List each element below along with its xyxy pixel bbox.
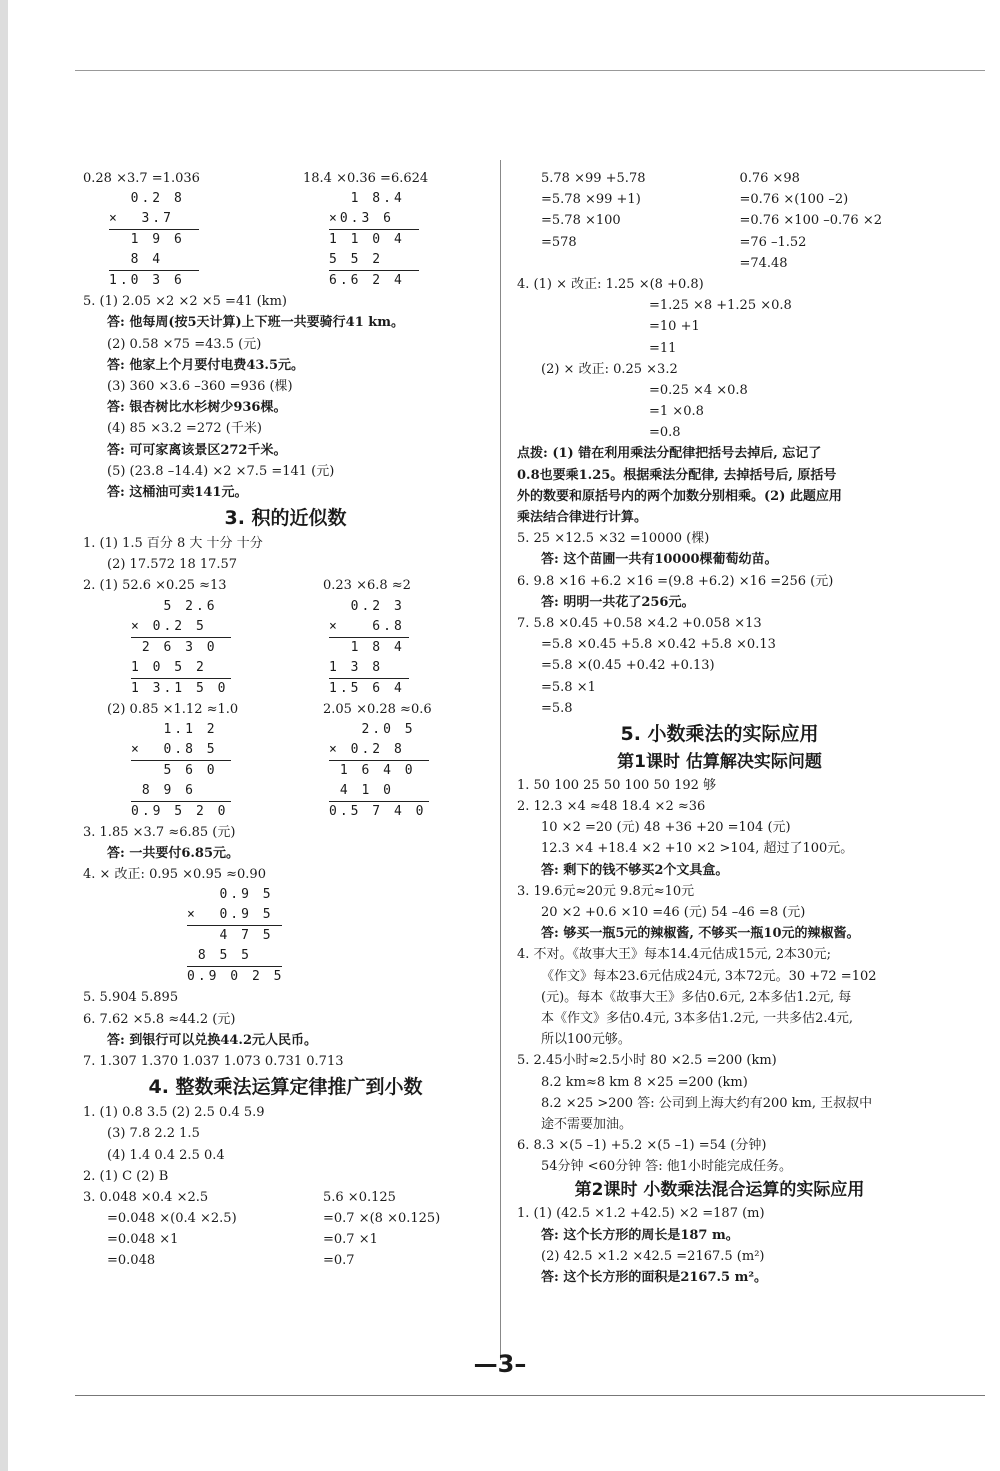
answer-line: 6. 8.3 ×(5 –1) +5.2 ×(5 –1) =54 (分钟)	[517, 1138, 767, 1154]
calc-row: 1 8 4	[329, 639, 405, 655]
step-line: =5.8 ×1	[541, 679, 596, 695]
lesson-heading-2: 第2课时 小数乘法混合运算的实际应用	[574, 1180, 865, 1201]
step-line: =0.048 ×(0.4 ×2.5)	[107, 1211, 237, 1227]
scan-edge	[0, 0, 8, 1471]
answer-line: (4) 85 ×3.2 =272 (千米)	[107, 421, 262, 437]
step-line: =5.8 ×0.45 +5.8 ×0.42 +5.8 ×0.13	[541, 637, 776, 653]
answer-line: (2) 17.572 18 17.57	[107, 557, 238, 573]
step-line: =76 –1.52	[739, 234, 807, 250]
equation: 0.28 ×3.7 =1.036	[83, 171, 200, 186]
top-equations	[83, 168, 488, 189]
calc-row: 1 3.1 5 0	[131, 680, 229, 696]
step-line: =0.76 ×(100 –2)	[739, 192, 849, 208]
answer-line: (元)。每本《故事大王》多估0.6元, 2本多估1.2元, 每	[541, 989, 852, 1005]
answer-line: 1. (1) (42.5 ×1.2 +42.5) ×2 =187 (m)	[517, 1206, 765, 1222]
equation-pair	[83, 699, 488, 720]
answer-line: (2) 0.58 ×75 =43.5 (元)	[107, 336, 262, 352]
lesson-2-answers	[517, 1203, 922, 1288]
step-line: 5.6 ×0.125	[323, 1189, 396, 1205]
answer-line: (3) 360 ×3.6 –360 =936 (棵)	[107, 378, 293, 394]
step-line: =5.8	[541, 700, 573, 716]
answer-line: 7. 1.307 1.370 1.037 1.073 0.731 0.713	[83, 1053, 344, 1069]
calc-row: 0.2 3	[329, 598, 405, 614]
steps-left	[517, 168, 699, 274]
equation: 0.23 ×6.8 ≈2	[323, 578, 411, 594]
step-line: =0.7 ×1	[323, 1232, 378, 1248]
step-line: =578	[541, 234, 577, 250]
answer-line: 5. 2.45小时≈2.5小时 80 ×2.5 =200 (km)	[517, 1053, 777, 1069]
vertical-multiplication	[329, 597, 409, 699]
answer-line: =11	[649, 340, 677, 356]
calc-row: 0.9 5 2 0	[131, 803, 229, 819]
calc-row: 1 0 5 2	[131, 658, 231, 679]
lesson-1-answers	[517, 775, 922, 1178]
calc-row: 8 4	[109, 250, 199, 271]
step-line: 5.78 ×99 +5.78	[541, 171, 646, 186]
top-steps	[517, 168, 922, 274]
step-line: =0.7	[323, 1253, 355, 1269]
tip-line: 0.8也要乘1.25。根据乘法分配律, 去掉括号后, 原括号	[517, 467, 837, 483]
step-line: =0.76 ×100 –0.76 ×2	[739, 213, 882, 229]
bottom-rule	[75, 1395, 985, 1396]
answer-line: 答: 到银行可以兑换44.2元人民币。	[107, 1032, 317, 1048]
calc-row: × 6.8	[329, 617, 409, 638]
vertical-calcs-4	[83, 885, 488, 987]
answer-line: 2. 12.3 ×4 ≈48 18.4 ×2 ≈36	[517, 799, 706, 815]
answer-line: (4) 1.4 0.4 2.5 0.4	[107, 1147, 225, 1163]
calc-row: 0.9 0 2 5	[187, 969, 285, 985]
question-7	[517, 613, 922, 719]
step-line: =5.8 ×(0.45 +0.42 +0.13)	[541, 658, 715, 674]
answer-line: 1. 50 100 25 50 100 50 192 够	[517, 777, 717, 793]
answer-line: 4. 不对。《故事大王》每本14.4元估成15元, 2本30元;	[517, 947, 831, 963]
answer-line: 途不需要加油。	[541, 1116, 633, 1132]
step-line: 7. 5.8 ×0.45 +0.58 ×4.2 +0.058 ×13	[517, 615, 762, 631]
calc-row: 4 1 0	[329, 781, 429, 802]
answer-line: 4. (1) × 改正: 1.25 ×(8 +0.8)	[517, 276, 704, 292]
question-3-steps	[83, 1187, 488, 1272]
calc-row: × 0.8 5	[131, 740, 231, 761]
calc-row: × 0.2 8	[329, 740, 429, 761]
calc-row: 1 6 4 0	[329, 762, 416, 778]
answer-line: 所以100元够。	[541, 1032, 631, 1048]
answer-line: =1 ×0.8	[649, 404, 704, 420]
answer-line: 8.2 km≈8 km 8 ×25 =200 (km)	[541, 1074, 748, 1090]
calc-row: 8 5 5	[187, 946, 282, 967]
answer-line: 答: 明明一共花了256元。	[541, 594, 695, 610]
calc-row: 1 9 6	[109, 232, 185, 248]
calc-row: 1 1 0 4	[329, 232, 405, 248]
calc-row: 1.1 2	[131, 721, 218, 737]
step-line: =74.48	[739, 255, 788, 271]
answer-line: 本《作文》多估0.4元, 3本多估1.2元, 一共多估2.4元,	[541, 1010, 853, 1026]
answer-line: 答: 他家上个月要付电费43.5元。	[107, 357, 304, 373]
calc-row: × 3.7	[109, 209, 199, 230]
answer-line: 答: 一共要付6.85元。	[107, 846, 239, 861]
answer-line: 4. × 改正: 0.95 ×0.95 ≈0.90	[83, 867, 266, 883]
answer-line: =10 +1	[649, 319, 700, 335]
answer-line: 3. 19.6元≈20元 9.8元≈10元	[517, 883, 695, 899]
equation: 2. (1) 52.6 ×0.25 ≈13	[83, 578, 227, 594]
calc-row: 1.5 6 4	[329, 680, 405, 696]
section-heading-4: 4. 整数乘法运算定律推广到小数	[148, 1076, 423, 1099]
answer-line: 8.2 ×25 >200 答: 公司到上海大约有200 km, 王叔叔中	[541, 1095, 873, 1111]
lesson-heading-1: 第1课时 估算解决实际问题	[617, 751, 822, 772]
calc-row: 2 6 3 0	[131, 639, 218, 655]
calc-row: 4 7 5	[187, 928, 274, 944]
answer-line: 答: 银杏树比水杉树少936棵。	[107, 400, 287, 416]
answer-line: 20 ×2 +0.6 ×10 =46 (元) 54 –46 =8 (元)	[541, 905, 806, 920]
answer-line: 答: 这个长方形的面积是2167.5 m²。	[541, 1270, 768, 1285]
column-divider	[500, 160, 501, 1360]
answer-line: (2) 42.5 ×1.2 ×42.5 =2167.5 (m²)	[541, 1248, 765, 1264]
question-4	[517, 274, 922, 444]
answer-line: (3) 7.8 2.2 1.5	[107, 1126, 200, 1142]
section-heading-3: 3. 积的近似数	[224, 507, 347, 530]
step-line: 3. 0.048 ×0.4 ×2.5	[83, 1189, 209, 1205]
vertical-multiplication	[109, 189, 289, 291]
answer-line: 答: 够买一瓶5元的辣椒酱, 不够买一瓶10元的辣椒酱。	[541, 926, 860, 942]
answer-line: 12.3 ×4 +18.4 ×2 +10 ×2 >104, 超过了100元。	[541, 841, 854, 857]
tip-line: 外的数要和原括号内的两个加数分别相乘。(2) 此题应用	[517, 488, 842, 504]
answer-line: 《作文》每本23.6元估成24元, 3本72元。30 +72 =102	[541, 968, 877, 984]
equation-pair	[83, 575, 488, 596]
steps-right	[739, 168, 882, 274]
answer-line: 答: 这个苗圃一共有10000棵葡萄幼苗。	[541, 552, 778, 568]
page-number: —3–	[473, 1350, 527, 1378]
calc-row: 1 3 8	[329, 658, 409, 679]
vertical-multiplication	[329, 189, 419, 291]
answer-line: 2. (1) C (2) B	[83, 1168, 169, 1184]
answer-line: 10 ×2 =20 (元) 48 +36 +20 =104 (元)	[541, 820, 791, 836]
step-line: =5.78 ×99 +1)	[541, 192, 641, 208]
calc-row: × 0.9 5	[187, 905, 282, 926]
equation: (2) 0.85 ×1.12 ≈1.0	[107, 701, 239, 717]
top-rule	[75, 70, 985, 71]
calc-row: 6.6 2 4	[329, 273, 405, 289]
answer-line: 答: 他每周(按5天计算)上下班一共要骑行41 km。	[107, 315, 405, 331]
vertical-multiplication	[131, 720, 289, 822]
step-line: =5.78 ×100	[541, 213, 621, 229]
calc-row: 0.5 7 4 0	[329, 803, 427, 819]
calc-row: 5 2.6	[131, 598, 218, 614]
left-column	[83, 168, 488, 1272]
answer-line: 1. (1) 1.5 百分 8 大 十分 十分	[83, 536, 263, 552]
answer-line: =1.25 ×8 +1.25 ×0.8	[649, 298, 792, 314]
answer-line: 5. 5.904 5.895	[83, 990, 179, 1006]
calc-row: 0.9 5	[187, 887, 274, 903]
steps-left	[83, 1187, 283, 1272]
answer-line: 6. 7.62 ×5.8 ≈44.2 (元)	[83, 1011, 236, 1027]
vertical-multiplication	[187, 885, 488, 987]
tip-line: 乘法结合律进行计算。	[517, 510, 648, 525]
step-line: =0.048 ×1	[107, 1232, 179, 1248]
step-line: =0.7 ×(8 ×0.125)	[323, 1211, 441, 1227]
vertical-multiplication	[329, 720, 429, 822]
answer-line: 54分钟 <60分钟 答: 他1小时能完成任务。	[541, 1159, 793, 1175]
calc-row: ×0.3 6	[329, 209, 419, 230]
answer-line: 答: 可可家离该景区272千米。	[107, 442, 287, 458]
calc-row: 0.2 8	[109, 191, 185, 207]
vertical-calcs-1	[83, 189, 488, 291]
answer-line: 5. (1) 2.05 ×2 ×2 ×5 =41 (km)	[83, 294, 287, 310]
answer-line: =0.8	[649, 425, 681, 441]
answer-line: 1. (1) 0.8 3.5 (2) 2.5 0.4 5.9	[83, 1105, 265, 1121]
steps-right	[323, 1187, 440, 1272]
equation: 2.05 ×0.28 ≈0.6	[323, 701, 432, 717]
answer-line: 3. 1.85 ×3.7 ≈6.85 (元)	[83, 824, 236, 840]
vertical-calcs-3	[83, 720, 488, 822]
tip-line: 点拨: (1) 错在利用乘法分配律把括号去掉后, 忘记了	[517, 446, 822, 462]
calc-row: × 0.2 5	[131, 617, 231, 638]
step-line: =0.048	[107, 1253, 156, 1269]
section-heading-5: 5. 小数乘法的实际应用	[620, 722, 819, 745]
answer-line: =0.25 ×4 ×0.8	[649, 382, 748, 398]
equation: 18.4 ×0.36 =6.624	[303, 171, 429, 186]
answer-line: 6. 9.8 ×16 +6.2 ×16 =(9.8 +6.2) ×16 =256 (元)	[517, 573, 834, 589]
calc-row: 5 6 0	[131, 762, 218, 778]
calc-row: 8 9 6	[131, 781, 231, 802]
right-column	[517, 168, 922, 1288]
answer-line: 5. 25 ×12.5 ×32 =10000 (棵)	[517, 531, 710, 547]
answer-line: (2) × 改正: 0.25 ×3.2	[541, 361, 678, 377]
answer-line: 答: 剩下的钱不够买2个文具盒。	[541, 862, 729, 878]
calc-row: 5 5 2	[329, 250, 419, 271]
step-line: 0.76 ×98	[739, 171, 800, 186]
calc-row: 1.0 3 6	[109, 273, 185, 289]
vertical-multiplication	[131, 597, 289, 699]
question-5	[83, 291, 488, 503]
tip-block	[517, 443, 922, 528]
answer-line: 答: 这个长方形的周长是187 m。	[541, 1227, 739, 1243]
calc-row: 2.0 5	[329, 721, 416, 737]
calc-row: 1 8.4	[329, 191, 405, 207]
vertical-calcs-2	[83, 597, 488, 699]
answer-line: (5) (23.8 –14.4) ×2 ×7.5 =141 (元)	[107, 463, 335, 479]
answer-line: 答: 这桶油可卖141元。	[107, 484, 248, 500]
